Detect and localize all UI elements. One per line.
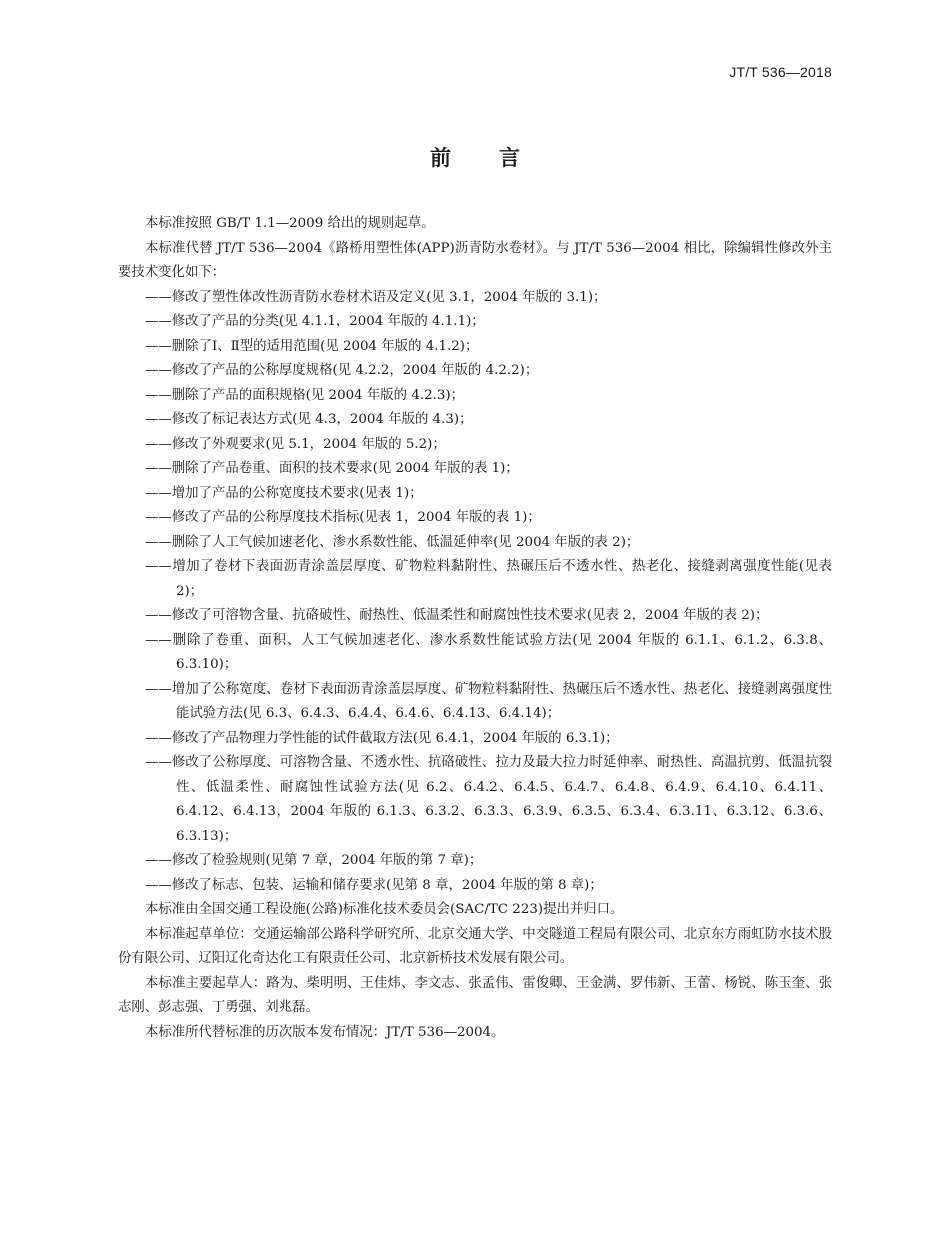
intro-paragraph: 本标准按照 GB/T 1.1—2009 给出的规则起草。	[145, 216, 435, 231]
page-title: 前言	[430, 146, 568, 170]
closing-paragraph: 本标准由全国交通工程设施(公路)标准化技术委员会(SAC/TC 223)提出并归口。	[145, 902, 624, 917]
change-item: ——删除了Ⅰ、Ⅱ型的适用范围(见 2004 年版的 4.1.2)；	[145, 338, 479, 354]
change-item: ——修改了产品的公称厚度规格(见 4.2.2，2004 年版的 4.2.2)；	[145, 363, 539, 378]
foreword-content	[118, 212, 832, 1045]
change-item: ——修改了产品的分类(见 4.1.1，2004 年版的 4.1.1)；	[145, 314, 485, 329]
change-item: ——删除了人工气候加速老化、渗水系数性能、低温延伸率(见 2004 年版的表 2)；	[145, 534, 640, 550]
document-code: JT/T 536—2018	[729, 64, 832, 80]
change-item: ——修改了外观要求(见 5.1，2004 年版的 5.2)；	[145, 436, 446, 452]
change-item: ——删除了卷重、面积、人工气候加速老化、渗水系数性能试验方法(见 2004 年版的 6.1.1、6.1.2、6.3.8、6.3.10)；	[145, 632, 832, 672]
change-item: ——删除了产品卷重、面积的技术要求(见 2004 年版的表 1)；	[145, 461, 519, 476]
change-item: ——修改了产品的公称厚度技术指标(见表 1，2004 年版的表 1)；	[145, 510, 541, 525]
change-item: ——修改了检验规则(见第 7 章，2004 年版的第 7 章)；	[145, 853, 483, 868]
change-item: ——增加了公称宽度、卷材下表面沥青涂盖层厚度、矿物粒料黏附性、热碾压后不透水性、热老化、接缝剥离强度性能试验方法(见 6.3、6.4.3、6.4.4、6.4.6、6.4.13、6.4.14)；	[145, 681, 832, 721]
change-item: ——增加了产品的公称宽度技术要求(见表 1)；	[145, 485, 423, 501]
change-item: ——修改了标志、包装、运输和储存要求(见第 8 章，2004 年版的第 8 章)；	[145, 877, 603, 893]
closing-paragraph: 本标准主要起草人：路为、柴明明、王佳炜、李文志、张孟伟、雷俊卿、王金满、罗伟新、王蕾、杨锐、陈玉奎、张志刚、彭志强、丁勇强、刘兆磊。	[118, 975, 832, 1015]
change-item: ——修改了可溶物含量、抗硌破性、耐热性、低温柔性和耐腐蚀性技术要求(见表 2，2004 年版的表 2)；	[145, 608, 769, 623]
closing-paragraph: 本标准起草单位：交通运输部公路科学研究所、北京交通大学、中交隧道工程局有限公司、北京东方雨虹防水技术股份有限公司、辽阳辽化奇达化工有限责任公司、北京新桥技术发展有限公司。	[118, 926, 832, 966]
change-item: ——修改了标记表达方式(见 4.3，2004 年版的 4.3)；	[145, 412, 473, 427]
change-item: ——修改了塑性体改性沥青防水卷材术语及定义(见 3.1，2004 年版的 3.1)；	[145, 289, 607, 305]
change-item: ——增加了卷材下表面沥青涂盖层厚度、矿物粒料黏附性、热碾压后不透水性、热老化、接缝剥离强度性能(见表 2)；	[145, 559, 832, 599]
change-item: ——修改了产品物理力学性能的试件截取方法(见 6.4.1，2004 年版的 6.3.1)；	[145, 730, 619, 746]
change-item: ——修改了公称厚度、可溶物含量、不透水性、抗硌破性、拉力及最大拉力时延伸率、耐热性、高温抗剪、低温抗裂性、低温柔性、耐腐蚀性试验方法(见 6.2、6.4.2、6.4.5、6.4.7、6.4.8、6.4.9、6.4.10、6.4.11、6.4.12、6.4.13，2004 年版的 6.1.3、6.3.2、6.3.3、6.3.9、6.3.5、6.3.4、6.3.11、6.3.12、6.3.6、6.3.13)；	[145, 755, 832, 844]
closing-paragraph: 本标准所代替标准的历次版本发布情况：JT/T 536—2004。	[145, 1024, 505, 1040]
change-item: ——删除了产品的面积规格(见 2004 年版的 4.2.3)；	[145, 387, 465, 403]
intro-paragraph: 本标准代替 JT/T 536—2004《路桥用塑性体(APP)沥青防水卷材》。与 JT/T 536—2004 相比，除编辑性修改外主要技术变化如下：	[118, 240, 832, 280]
